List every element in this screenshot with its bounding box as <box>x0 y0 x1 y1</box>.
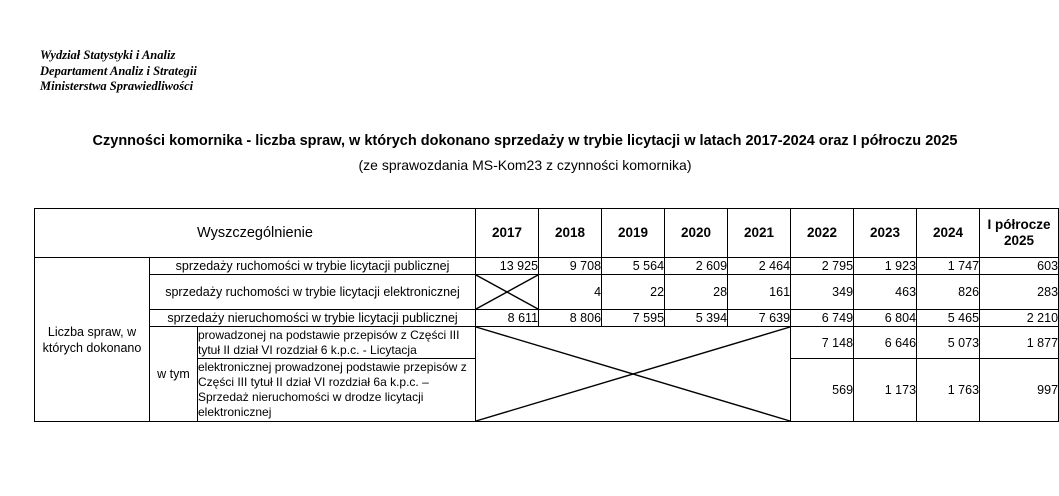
header-year-2023: 2023 <box>854 209 917 258</box>
cell-r0-2021: 2 464 <box>728 258 791 275</box>
cell-r1-2017-crossed-out <box>476 275 539 310</box>
cell-r4-2022: 569 <box>791 359 854 422</box>
cell-r1-2021: 161 <box>728 275 791 310</box>
row-label-licytacja-6kpc: prowadzonej na podstawie przepisów z Części III tytuł II dział VI rozdział 6 k.p.c. - Licytacja <box>198 327 476 359</box>
cell-r2-2023: 6 804 <box>854 310 917 327</box>
cell-r1-2023: 463 <box>854 275 917 310</box>
table-row <box>35 327 1059 359</box>
cell-r3-2024: 5 073 <box>917 327 980 359</box>
header-year-2018: 2018 <box>539 209 602 258</box>
cell-r2-2020: 5 394 <box>665 310 728 327</box>
header-year-2022: 2022 <box>791 209 854 258</box>
cell-r4-2023: 1 173 <box>854 359 917 422</box>
cell-r2-2018: 8 806 <box>539 310 602 327</box>
header-year-2019: 2019 <box>602 209 665 258</box>
cell-r0-2022: 2 795 <box>791 258 854 275</box>
side-label-cell <box>35 258 150 422</box>
table-header-row <box>35 209 1059 258</box>
row-label-movables-public: sprzedaży ruchomości w trybie licytacji publicznej <box>150 258 476 275</box>
cross-out-icon <box>476 275 538 309</box>
cell-r4-2024: 1 763 <box>917 359 980 422</box>
cell-r3-2022: 7 148 <box>791 327 854 359</box>
header-specification: Wyszczególnienie <box>35 209 476 258</box>
cell-r3-2023: 6 646 <box>854 327 917 359</box>
cell-r1-h1-2025: 283 <box>980 275 1059 310</box>
side-label-line-2: których dokonano <box>42 340 142 355</box>
cell-r1-2024: 826 <box>917 275 980 310</box>
header-year-2017: 2017 <box>476 209 539 258</box>
department-line-1: Wydział Statystyki i Analiz <box>40 48 176 62</box>
cell-r0-2023: 1 923 <box>854 258 917 275</box>
header-year-2021: 2021 <box>728 209 791 258</box>
cell-r2-2017: 8 611 <box>476 310 539 327</box>
cell-r0-2020: 2 609 <box>665 258 728 275</box>
cell-r0-2019: 5 564 <box>602 258 665 275</box>
department-line-2: Departament Analiz i Strategii <box>40 63 197 78</box>
cell-r3-h1-2025: 1 877 <box>980 327 1059 359</box>
cell-r0-2018: 9 708 <box>539 258 602 275</box>
side-label-line-1: Liczba spraw, w <box>47 324 137 339</box>
row-label-movables-electronic: sprzedaży ruchomości w trybie licytacji elektronicznej <box>150 275 476 310</box>
header-half-year-2025 <box>980 209 1059 258</box>
cell-r0-2024: 1 747 <box>917 258 980 275</box>
cell-r1-2018: 4 <box>539 275 602 310</box>
cell-r2-2024: 5 465 <box>917 310 980 327</box>
header-half-year-line2: 2025 <box>1004 233 1035 248</box>
cell-r0-h1-2025: 603 <box>980 258 1059 275</box>
header-year-2024: 2024 <box>917 209 980 258</box>
cell-r1-2022: 349 <box>791 275 854 310</box>
page-title: Czynności komornika - liczba spraw, w których dokonano sprzedaży w trybie licytacji w latach 2017-2024 oraz I półroczu 2025 <box>92 133 958 149</box>
table-row <box>35 310 1059 327</box>
page-subtitle: (ze sprawozdania MS-Kom23 z czynności komornika) <box>358 157 692 173</box>
header-year-2020: 2020 <box>665 209 728 258</box>
cell-r2-h1-2025: 2 210 <box>980 310 1059 327</box>
cell-r1-2019: 22 <box>602 275 665 310</box>
cross-out-icon <box>476 327 790 421</box>
table-row <box>35 258 1059 275</box>
cell-r2-2019: 7 595 <box>602 310 665 327</box>
statistics-table-wrapper <box>34 208 1059 422</box>
cell-r2-2022: 6 749 <box>791 310 854 327</box>
title-block <box>0 132 1050 175</box>
row-label-licytacja-elektroniczna-6a: elektronicznej prowadzonej podstawie przepisów z Części III tytuł II dział VI rozdział 6a k.p.c. – Sprzedaż nieruchomości w drodze licytacji elektronicznej <box>198 359 476 422</box>
row-label-realestate-public: sprzedaży nieruchomości w trybie licytacji publicznej <box>150 310 476 327</box>
statistics-table <box>34 208 1059 422</box>
department-line-3: Ministerstwa Sprawiedliwości <box>40 79 194 93</box>
cell-r4-h1-2025: 997 <box>980 359 1059 422</box>
header-half-year-line1: I półrocze <box>987 217 1051 232</box>
table-row <box>35 275 1059 310</box>
cells-r3-r4-2017-2021-crossed-out <box>476 327 791 422</box>
department-heading <box>40 48 197 95</box>
cell-r1-2020: 28 <box>665 275 728 310</box>
cell-r2-2021: 7 639 <box>728 310 791 327</box>
cell-r0-2017: 13 925 <box>476 258 539 275</box>
group-label-w-tym: w tym <box>150 327 198 422</box>
